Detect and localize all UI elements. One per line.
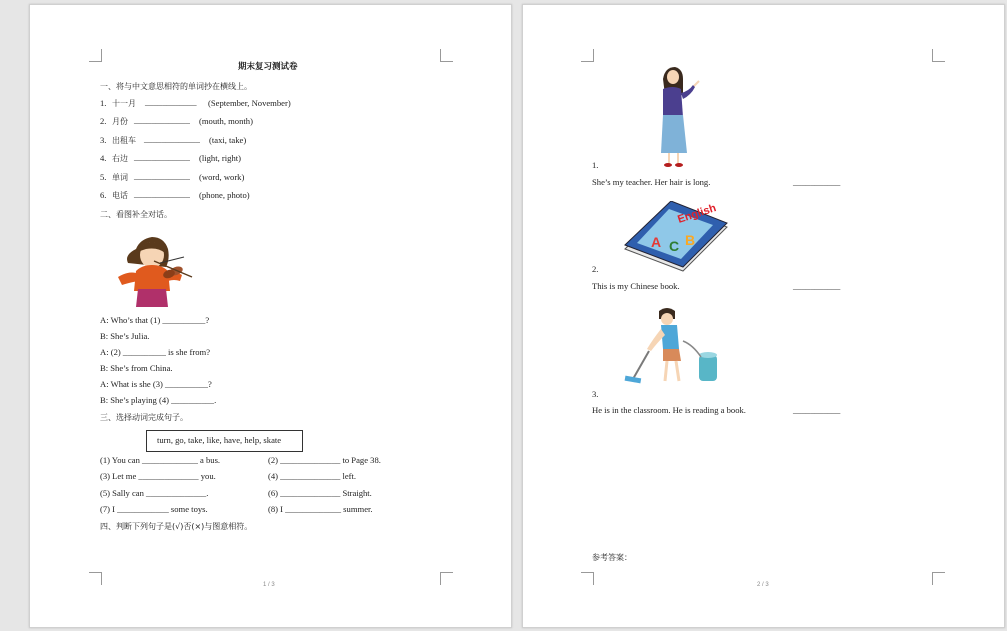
boy-cleaning-illustration <box>623 305 723 389</box>
section1-heading: 一、将与中文意思相符的单词抄在横线上。 <box>100 82 252 91</box>
page-number: 1 / 3 <box>263 582 275 588</box>
item-options: (word, work) <box>199 172 245 182</box>
margin-mark-bottom-left <box>581 572 594 585</box>
word-bank-box <box>146 430 303 452</box>
item-chinese: 月份 <box>112 117 128 126</box>
item-chinese: 十一月 <box>112 99 136 108</box>
item-number: 5. <box>100 172 107 182</box>
dialogue-line-1: A: Who’s that (1) __________? <box>100 315 210 325</box>
book-letter-a: A <box>651 234 662 250</box>
item-options: (September, November) <box>208 98 291 108</box>
item-number: 2. <box>100 116 107 126</box>
document-page-1 <box>29 4 512 628</box>
page-title: 期末复习测试卷 <box>238 62 298 72</box>
margin-mark-top-left <box>89 49 102 62</box>
document-page-2 <box>522 4 1005 628</box>
margin-mark-top-right <box>440 49 453 62</box>
section3-heading: 三、选择动词完成句子。 <box>100 413 188 422</box>
item-blank: _____________ <box>134 171 190 181</box>
dialogue-line-2: B: She’s Julia. <box>100 331 150 341</box>
dialogue-line-6: B: She’s playing (4) __________. <box>100 395 217 405</box>
dialogue-line-3: A: (2) __________ is she from? <box>100 347 211 357</box>
item-number: 6. <box>100 190 107 200</box>
page-number: 2 / 3 <box>757 582 769 588</box>
book-letter-c: C <box>669 238 680 254</box>
item-options: (mouth, month) <box>199 116 253 126</box>
section2-heading: 二、看图补全对话。 <box>100 210 172 219</box>
book-letter-b: B <box>685 232 696 248</box>
item-number: 4. <box>100 153 107 163</box>
item-1-number: 1. <box>592 160 599 170</box>
girl-violin-illustration <box>114 227 194 309</box>
margin-mark-top-right <box>932 49 945 62</box>
sentence-7: (7) I ____________ some toys. <box>100 504 208 514</box>
item-options: (taxi, take) <box>209 135 247 145</box>
margin-mark-bottom-right <box>440 572 453 585</box>
item-2-sentence: This is my Chinese book. <box>592 281 680 291</box>
item-options: (phone, photo) <box>199 190 250 200</box>
item-3-number: 3. <box>592 389 599 399</box>
sentence-3: (3) Let me ______________ you. <box>100 471 216 481</box>
margin-mark-bottom-left <box>89 572 102 585</box>
margin-mark-bottom-right <box>932 572 945 585</box>
dialogue-line-5: A: What is she (3) __________? <box>100 379 212 389</box>
item-chinese: 右边 <box>112 154 128 163</box>
item-chinese: 单词 <box>112 173 128 182</box>
word-bank-text: turn, go, take, like, have, help, skate <box>157 435 282 445</box>
item-1-answer-blank: ___________ <box>793 177 841 187</box>
item-number: 3. <box>100 135 107 145</box>
english-book-illustration <box>623 201 729 273</box>
sentence-1: (1) You can _____________ a bus. <box>100 455 221 465</box>
item-chinese: 电话 <box>112 191 128 200</box>
item-3-answer-blank: ___________ <box>793 405 841 415</box>
sentence-8: (8) I _____________ summer. <box>268 504 373 514</box>
item-blank: _____________ <box>134 115 190 125</box>
item-2-number: 2. <box>592 264 599 274</box>
item-2-answer-blank: ___________ <box>793 281 841 291</box>
teacher-illustration <box>651 65 701 169</box>
item-chinese: 出租车 <box>112 136 136 145</box>
item-number: 1. <box>100 98 107 108</box>
book-cover-title: English <box>676 202 718 226</box>
dialogue-line-4: B: She’s from China. <box>100 363 173 373</box>
sentence-4: (4) ______________ left. <box>268 471 357 481</box>
margin-mark-top-left <box>581 49 594 62</box>
sentence-2: (2) ______________ to Page 38. <box>268 455 381 465</box>
item-blank: _____________ <box>134 189 190 199</box>
item-options: (light, right) <box>199 153 242 163</box>
item-3-sentence: He is in the classroom. He is reading a book. <box>592 405 746 415</box>
answer-key-heading: 参考答案： <box>592 553 632 562</box>
item-blank: _____________ <box>134 152 190 162</box>
item-blank: ____________ <box>145 97 197 107</box>
item-1-sentence: She’s my teacher. Her hair is long. <box>592 177 711 187</box>
sentence-6: (6) ______________ Straight. <box>268 488 372 498</box>
section4-heading: 四、判断下列句子是(√)否(×)与图意相符。 <box>100 522 253 531</box>
item-blank: _____________ <box>144 134 200 144</box>
sentence-5: (5) Sally can ______________. <box>100 488 209 498</box>
